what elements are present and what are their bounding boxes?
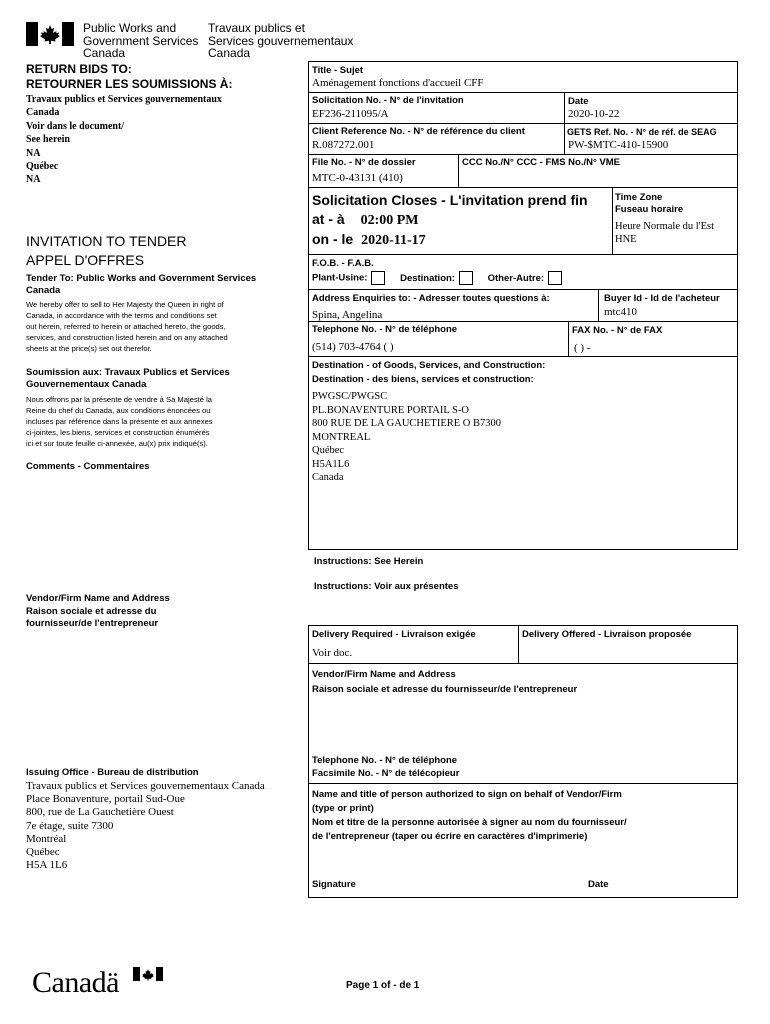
date-label: Date bbox=[568, 96, 589, 107]
invitation-title: INVITATION TO TENDER APPEL D'OFFRES bbox=[26, 233, 187, 268]
return-bids-address: Travaux publics et Services gouvernementaux Canada Voir dans le document/ See herein NA Québec NA bbox=[26, 94, 222, 186]
canada-flag-icon bbox=[26, 22, 74, 46]
fob-options: Plant-Usine: Destination: Other-Autre: bbox=[312, 271, 568, 285]
vendor-firm-left-label: Vendor/Firm Name and Address Raison sociale et adresse du fournisseur/de l'entrepreneur bbox=[26, 593, 170, 629]
tender-to: Tender To: Public Works and Government Services Canada bbox=[26, 273, 257, 296]
vendor-firm-label: Vendor/Firm Name and Address Raison sociale et adresse du fournisseur/de l'entrepreneur bbox=[312, 669, 578, 695]
client-ref-value: R.087272.001 bbox=[312, 139, 375, 151]
date-value: 2020-10-22 bbox=[568, 108, 620, 120]
page-number: Page 1 of - de 1 bbox=[346, 980, 420, 991]
telephone-value: (514) 703-4764 ( ) bbox=[312, 341, 394, 353]
gets-ref-value: PW-$MTC-410-15900 bbox=[568, 139, 669, 151]
solicitation-closes-title: Solicitation Closes - L'invitation prend fin bbox=[312, 192, 588, 208]
comments-label: Comments - Commentaires bbox=[26, 461, 150, 472]
fax-value: ( ) - bbox=[574, 342, 591, 354]
issuing-office-label: Issuing Office - Bureau de distribution bbox=[26, 767, 199, 778]
address-enquiries-label: Address Enquiries to: - Adresser toutes questions à: bbox=[312, 293, 550, 304]
return-bids-title: RETURN BIDS TO: RETOURNER LES SOUMISSIONS À: bbox=[26, 62, 233, 91]
other-autre-checkbox[interactable] bbox=[548, 271, 562, 285]
closes-on-row bbox=[312, 230, 426, 250]
file-no-value: MTC-0-43131 (410) bbox=[312, 172, 403, 184]
closes-at-row bbox=[312, 210, 419, 230]
buyer-id-label: Buyer Id - Id de l'acheteur bbox=[604, 293, 720, 304]
vendor-facsimile-label: Facsimile No. - N° de télécopieur bbox=[312, 768, 460, 779]
closes-on-label: on - le bbox=[312, 231, 354, 247]
dept-name-fr: Travaux publics et Services gouvernementaux Canada bbox=[208, 21, 354, 60]
fax-label: FAX No. - N° de FAX bbox=[572, 325, 663, 336]
authorized-signer-field[interactable] bbox=[310, 845, 736, 873]
destination-address: PWGSC/PWGSC PL.BONAVENTURE PORTAIL S-O 800 RUE DE LA GAUCHETIERE O B7300 MONTREAL Québec H5A1L6 Canada bbox=[312, 391, 501, 483]
instructions-fr: Instructions: Voir aux présentes bbox=[314, 581, 459, 592]
gets-ref-label: GETS Ref. No. - N° de réf. de SEAG bbox=[567, 127, 717, 137]
title-label: Title - Sujet bbox=[312, 65, 364, 76]
delivery-required-label: Delivery Required - Livraison exigée bbox=[312, 629, 476, 640]
destination-goods-label: Destination - of Goods, Services, and Construction: Destination - des biens, services et construction: bbox=[312, 360, 546, 385]
file-no-label: File No. - N° de dossier bbox=[312, 157, 416, 168]
solicitation-no-value: EF236-211095/A bbox=[312, 108, 389, 120]
signature-label: Signature bbox=[312, 879, 356, 890]
signature-date-label: Date bbox=[588, 879, 609, 890]
instructions-en: Instructions: See Herein bbox=[314, 556, 424, 567]
soumission-title: Soumission aux: Travaux Publics et Services Gouvernementaux Canada bbox=[26, 367, 230, 390]
time-zone-label: Time Zone Fuseau horaire bbox=[615, 192, 684, 215]
closes-date: 2020-11-17 bbox=[361, 233, 426, 248]
destination-checkbox[interactable] bbox=[459, 271, 473, 285]
vendor-firm-field[interactable] bbox=[310, 698, 736, 750]
ccc-no-label: CCC No./N° CCC - FMS No./N° VME bbox=[462, 157, 621, 168]
issuing-office-address: Travaux publics et Services gouvernementaux Canada Place Bonaventure, portail Sud-Oue 800, rue de La Gauchetière Ouest 7e étage, suite 7300 Montréal Québec H5A 1L6 bbox=[26, 780, 265, 872]
closes-time: 02:00 PM bbox=[360, 213, 419, 228]
plant-usine-checkbox[interactable] bbox=[371, 271, 385, 285]
delivery-offered-field[interactable] bbox=[520, 644, 736, 661]
canada-wordmark: Canadä bbox=[32, 966, 119, 1004]
client-ref-label: Client Reference No. - N° de référence du client bbox=[312, 126, 525, 137]
offer-text-en: We hereby offer to sell to Her Majesty the Queen in right of Canada, in accordance with the terms and conditions set out herein, referred to herein or attached hereto, the goods, services, and construction listed herein and on any attached sheets at the price(s) set out therefor. bbox=[26, 300, 228, 353]
buyer-id-value: mtc410 bbox=[604, 306, 637, 318]
dept-name-en: Public Works and Government Services Canada bbox=[83, 21, 199, 60]
delivery-required-value: Voir doc. bbox=[312, 647, 353, 659]
time-zone-value: Heure Normale du l'Est HNE bbox=[615, 221, 714, 245]
closes-at-label: at - à bbox=[312, 211, 345, 227]
address-enquiries-value: Spina, Angelina bbox=[312, 309, 383, 321]
solicitation-no-label: Solicitation No. - N° de l'invitation bbox=[312, 95, 464, 106]
telephone-label: Telephone No. - N° de téléphone bbox=[312, 324, 458, 335]
fob-label: F.O.B. - F.A.B. bbox=[312, 258, 374, 269]
title-value: Aménagement fonctions d'accueil CFF bbox=[312, 77, 484, 89]
wordmark-flag-icon bbox=[133, 967, 163, 981]
delivery-offered-label: Delivery Offered - Livraison proposée bbox=[522, 629, 692, 640]
offer-text-fr: Nous offrons par la présente de vendre à Sa Majesté la Reine du chef du Canada, aux conditions énoncées ou incluses par référence dans la présente et aux annexes ci-jointes, les biens, services et construction énumérés ici et sur toute feuille ci-annexée, au(x) prix indiqué(s). bbox=[26, 395, 213, 448]
vendor-telephone-label: Telephone No. - N° de téléphone bbox=[312, 755, 458, 766]
authorized-signer-label: Name and title of person authorized to sign on behalf of Vendor/Firm (type or print) Nom et titre de la personne autorisée à signer au nom du fournisseur/ de l'entrepreneur (taper ou écrire en caractères d'imprimerie) bbox=[312, 789, 627, 842]
